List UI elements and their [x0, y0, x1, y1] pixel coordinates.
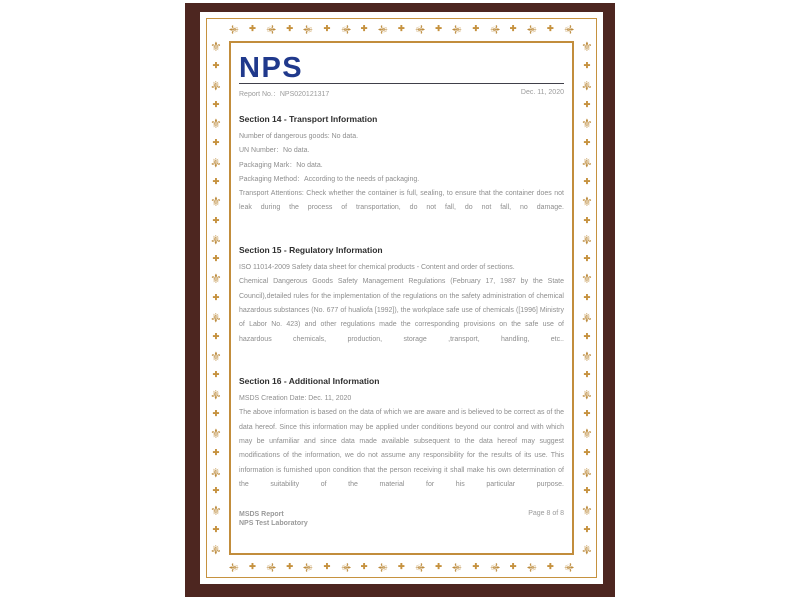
cross-ornament-icon: ✚: [323, 24, 331, 33]
fleur-de-lis-icon: ⚜: [210, 39, 222, 54]
ornament-border-bottom: [228, 559, 575, 575]
cross-ornament-icon: ✚: [212, 525, 220, 535]
report-meta-row: [239, 89, 564, 99]
cross-ornament-icon: ✚: [583, 138, 591, 148]
fleur-de-lis-icon: ⚜: [210, 425, 222, 441]
section-transport: [239, 114, 564, 230]
section-title: Section 14 - Transport Information: [239, 114, 378, 124]
section-line: Packaging Method：According to the needs of packaging.: [239, 175, 420, 183]
cross-ornament-icon: ✚: [583, 409, 591, 419]
report-content: [232, 44, 571, 552]
fleur-de-lis-icon: ⚜: [210, 503, 222, 519]
cross-ornament-icon: ✚: [583, 254, 591, 264]
cross-ornament-icon: ✚: [472, 24, 480, 33]
fleur-de-lis-icon: ⚜: [210, 271, 222, 287]
cross-ornament-icon: ✚: [212, 409, 220, 419]
fleur-de-lis-icon: ⚜: [375, 23, 391, 35]
cross-ornament-icon: ✚: [509, 562, 517, 571]
fleur-de-lis-icon: ⚜: [210, 309, 222, 325]
fleur-de-lis-icon: ⚜: [210, 387, 222, 403]
fleur-de-lis-icon: ⚜: [412, 561, 428, 573]
cross-ornament-icon: ✚: [583, 292, 591, 302]
fleur-de-lis-icon: ⚜: [449, 23, 465, 35]
fleur-de-lis-icon: ⚜: [581, 155, 593, 171]
cross-ornament-icon: ✚: [212, 138, 220, 148]
cross-ornament-icon: ✚: [398, 562, 405, 571]
framed-certificate: [185, 3, 615, 597]
report-number-value: NPS020121317: [279, 91, 330, 98]
cross-ornament-icon: ✚: [212, 292, 220, 302]
section-paragraph: The above information is based on the data of which we are aware and is believed to be correct as of the data hereof. Since this information may be applied under conditions beyond our control and with which may be unfamiliar and since data made available subsequent to the data hereof may suggest modifications of the information, we do not assume any responsibility for the results of its use. This information is furnished upon condition that the person receiving it shall make his own determination of the suitability of the material for his particular purpose.: [239, 409, 564, 488]
section-line: UN Number：No data.: [239, 147, 310, 155]
fleur-de-lis-icon: ⚜: [581, 232, 593, 248]
report-date: Dec. 11, 2020: [520, 89, 564, 96]
cross-ornament-icon: ✚: [546, 562, 554, 571]
cross-ornament-icon: ✚: [212, 254, 220, 264]
fleur-de-lis-icon: ⚜: [581, 39, 593, 54]
fleur-de-lis-icon: ⚜: [210, 541, 222, 557]
fleur-de-lis-icon: ⚜: [449, 561, 465, 573]
cross-ornament-icon: ✚: [212, 176, 220, 186]
fleur-de-lis-icon: ⚜: [263, 561, 279, 573]
ornament-border-top: [228, 21, 575, 37]
fleur-de-lis-icon: ⚜: [412, 23, 428, 35]
section-paragraph: Transport Attentions: Check whether the container is full, sealing, to ensure that the container does not leak during the process of transportation, do not fall, do not fall, no damage.: [239, 190, 564, 212]
fleur-de-lis-icon: ⚜: [561, 23, 577, 35]
cross-ornament-icon: ✚: [472, 562, 480, 571]
cross-ornament-icon: ✚: [212, 60, 220, 70]
fleur-de-lis-icon: ⚜: [210, 232, 222, 248]
section-line: ISO 11014-2009 Safety data sheet for chemical products - Content and order of sections.: [239, 264, 515, 272]
cross-ornament-icon: ✚: [212, 447, 220, 457]
cross-ornament-icon: ✚: [509, 24, 517, 33]
fleur-de-lis-icon: ⚜: [210, 464, 222, 480]
fleur-de-lis-icon: ⚜: [210, 193, 222, 209]
section-regulatory: [239, 245, 564, 361]
fleur-de-lis-icon: ⚜: [226, 23, 242, 35]
fleur-de-lis-icon: ⚜: [561, 561, 577, 573]
cross-ornament-icon: ✚: [323, 562, 331, 571]
nps-logo: NPS: [239, 52, 304, 84]
fleur-de-lis-icon: ⚜: [300, 23, 316, 35]
fleur-de-lis-icon: ⚜: [226, 561, 242, 573]
cross-ornament-icon: ✚: [212, 99, 220, 109]
cross-ornament-icon: ✚: [212, 331, 220, 341]
fleur-de-lis-icon: ⚜: [338, 561, 354, 573]
section-paragraph: Chemical Dangerous Goods Safety Management Regulations (February 17, 1987 by the State Council),detailed rules for the implementation of the regulations on the safety administration of chemical hazardous substances (No. 677 of hualiofa [1992]), the workplace safe use of chemicals ([1996] Ministry of Labor No. 423) and other regulations made the corresponding provisions on the safe use of hazardous chemicals, production, storage ,transport, handling, etc..: [239, 278, 564, 343]
cross-ornament-icon: ✚: [249, 24, 256, 33]
cross-ornament-icon: ✚: [212, 215, 220, 225]
fleur-de-lis-icon: ⚜: [581, 309, 593, 325]
fleur-de-lis-icon: ⚜: [581, 116, 593, 132]
section-line: MSDS Creation Date: Dec. 11, 2020: [239, 395, 352, 403]
section-title: Section 15 - Regulatory Information: [239, 245, 383, 256]
fleur-de-lis-icon: ⚜: [581, 464, 593, 480]
section-line: Packaging Mark：No data.: [239, 161, 323, 169]
fleur-de-lis-icon: ⚜: [210, 155, 222, 171]
fleur-de-lis-icon: ⚜: [210, 116, 222, 132]
cross-ornament-icon: ✚: [212, 370, 220, 380]
fleur-de-lis-icon: ⚜: [581, 425, 593, 441]
page-footer: [239, 510, 564, 528]
cross-ornament-icon: ✚: [583, 176, 591, 186]
cross-ornament-icon: ✚: [212, 486, 220, 496]
cross-ornament-icon: ✚: [583, 215, 591, 225]
fleur-de-lis-icon: ⚜: [338, 23, 354, 35]
fleur-de-lis-icon: ⚜: [210, 348, 222, 364]
fleur-de-lis-icon: ⚜: [263, 23, 279, 35]
fleur-de-lis-icon: ⚜: [486, 561, 502, 573]
cross-ornament-icon: ✚: [360, 562, 368, 571]
fleur-de-lis-icon: ⚜: [581, 271, 593, 287]
cross-ornament-icon: ✚: [435, 562, 442, 571]
ornament-border-left: [208, 40, 224, 556]
cross-ornament-icon: ✚: [546, 24, 554, 33]
cross-ornament-icon: ✚: [286, 562, 294, 571]
cross-ornament-icon: ✚: [286, 24, 294, 33]
cross-ornament-icon: ✚: [360, 24, 368, 33]
fleur-de-lis-icon: ⚜: [524, 23, 540, 35]
fleur-de-lis-icon: ⚜: [581, 348, 593, 364]
fleur-de-lis-icon: ⚜: [486, 23, 502, 35]
fleur-de-lis-icon: ⚜: [581, 541, 593, 557]
section-title: Section 16 - Additional Information: [239, 376, 380, 387]
footer-page-indicator: Page 8 of 8: [528, 510, 564, 517]
fleur-de-lis-icon: ⚜: [375, 561, 391, 573]
cross-ornament-icon: ✚: [398, 24, 405, 33]
cross-ornament-icon: ✚: [435, 24, 442, 33]
report-page: [200, 12, 603, 584]
fleur-de-lis-icon: ⚜: [581, 193, 593, 209]
footer-laboratory: NPS Test Laboratory: [239, 520, 308, 527]
footer-left: [239, 510, 308, 528]
fleur-de-lis-icon: ⚜: [581, 387, 593, 403]
ornament-border-right: [579, 40, 595, 556]
fleur-de-lis-icon: ⚜: [581, 503, 593, 519]
fleur-de-lis-icon: ⚜: [581, 77, 593, 93]
cross-ornament-icon: ✚: [583, 370, 591, 380]
report-number: [239, 89, 329, 99]
report-number-label: Report No.：: [239, 91, 280, 98]
cross-ornament-icon: ✚: [583, 447, 591, 457]
cross-ornament-icon: ✚: [583, 99, 591, 109]
cross-ornament-icon: ✚: [583, 525, 591, 535]
cross-ornament-icon: ✚: [583, 331, 591, 341]
cross-ornament-icon: ✚: [249, 562, 256, 571]
fleur-de-lis-icon: ⚜: [300, 561, 316, 573]
section-additional: [239, 376, 564, 506]
cross-ornament-icon: ✚: [583, 60, 591, 70]
section-line: Number of dangerous goods: No data.: [239, 133, 359, 140]
fleur-de-lis-icon: ⚜: [524, 561, 540, 573]
footer-report-name: MSDS Report: [239, 511, 284, 518]
cross-ornament-icon: ✚: [583, 486, 591, 496]
fleur-de-lis-icon: ⚜: [210, 77, 222, 93]
